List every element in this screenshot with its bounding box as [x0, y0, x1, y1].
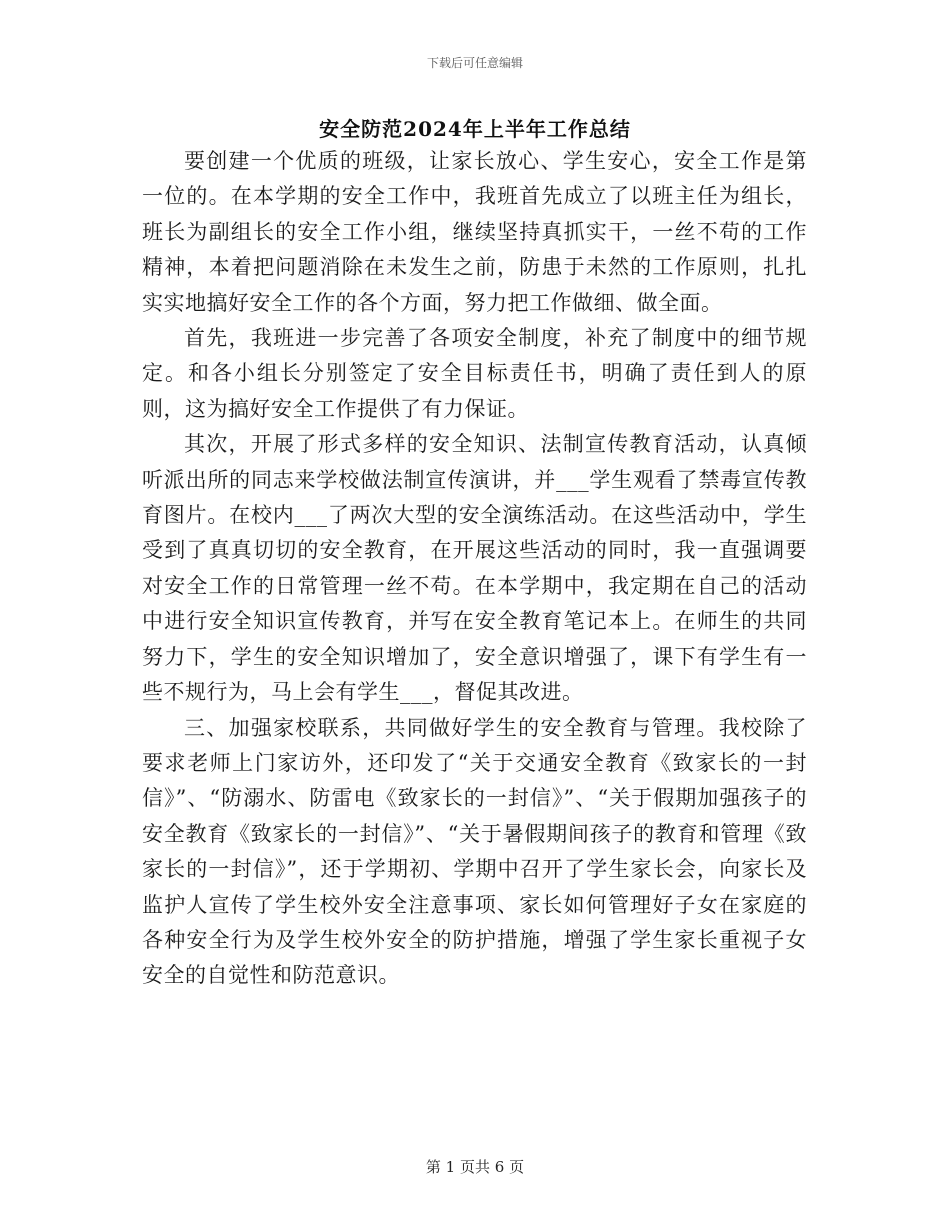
paragraph-second: 其次，开展了形式多样的安全知识、法制宣传教育活动，认真倾听派出所的同志来学校做法制宣传演讲，并___学生观看了禁毒宣传教育图片。在校内___了两次大型的安全演练活动。在这些活动中，学生受到了真真切切的安全教育，在开展这些活动的同时，我一直强调要对安全工作的日常管理一丝不苟。在本学期中，我定期在自己的活动中进行安全知识宣传教育，并写在安全教育笔记本上。在师生的共同努力下，学生的安全知识增加了，安全意识增强了，课下有学生有一些不规行为，马上会有学生___，督促其改进。 [142, 432, 807, 705]
document-title: 安全防范2024年上半年工作总结 [319, 117, 631, 141]
paragraph-third: 三、加强家校联系，共同做好学生的安全教育与管理。我校除了要求老师上门家访外，还印发了“关于交通安全教育《致家长的一封信》”、“防溺水、防雷电《致家长的一封信》”、“关于假期加强孩子的安全教育《致家长的一封信》”、“关于暑假期间孩子的教育和管理《致家长的一封信》”，还于学期初、学期中召开了学生家长会，向家长及监护人宣传了学生校外安全注意事项、家长如何管理好子女在家庭的各种安全行为及学生校外安全的防护措施，增强了学生家长重视子女安全的自觉性和防范意识。 [142, 715, 807, 988]
page-number: 第 1 页共 6 页 [425, 1158, 525, 1176]
document-body [142, 144, 807, 994]
paragraph-intro: 要创建一个优质的班级，让家长放心、学生安心，安全工作是第一位的。在本学期的安全工作中，我班首先成立了以班主任为组长，班长为副组长的安全工作小组，继续坚持真抓实干，一丝不苟的工作精神，本着把问题消除在未发生之前，防患于未然的工作原则，扎扎实实地搞好安全工作的各个方面，努力把工作做细、做全面。 [142, 149, 807, 315]
paragraph-first: 首先，我班进一步完善了各项安全制度，补充了制度中的细节规定。和各小组长分别签定了安全目标责任书，明确了责任到人的原则，这为搞好安全工作提供了有力保证。 [142, 326, 807, 421]
page-header-note: 下载后可任意编辑 [426, 56, 523, 70]
